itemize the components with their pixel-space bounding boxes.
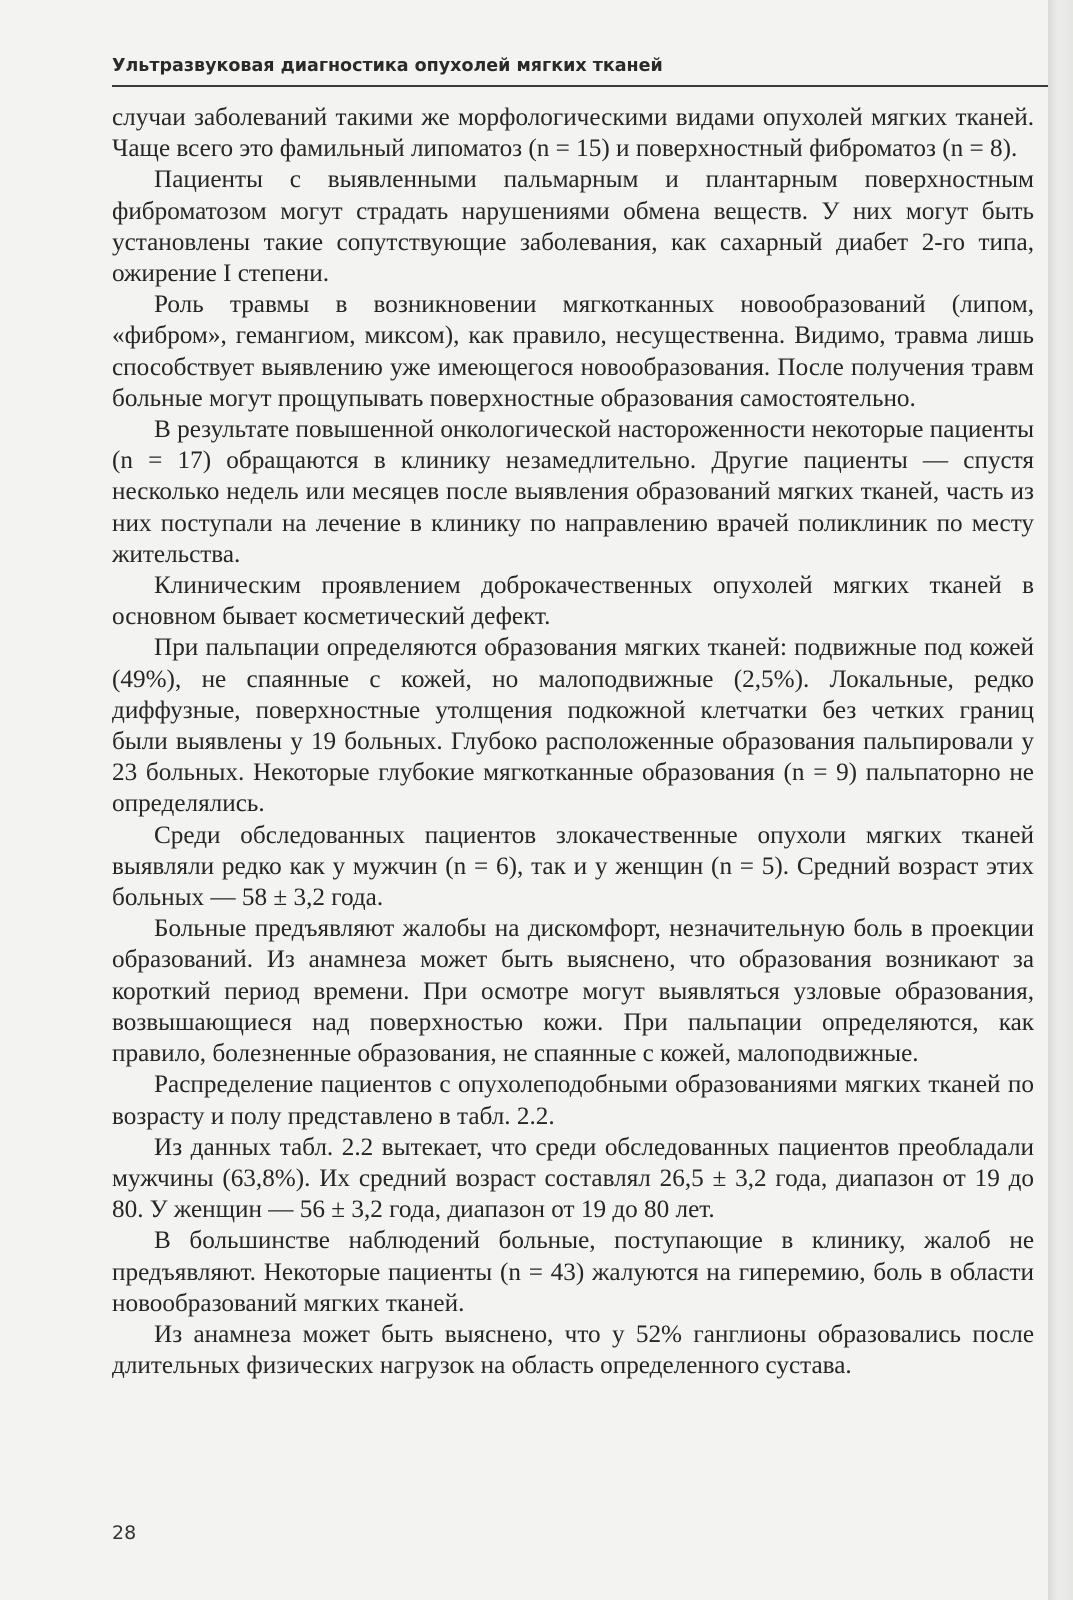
page-edge bbox=[1048, 0, 1073, 1600]
paragraph: Пациенты с выявленными пальмарным и плантарным поверхностным фиброматозом могут страдать нарушениями обмена веществ. У них могут быть установлены такие сопутствующие заболевания, как сахарный диабет 2-го типа, ожирение I степени. bbox=[112, 166, 1034, 288]
paragraph: Клиническим проявлением доброкачественных опухолей мягких тканей в основном бывает косметический дефект. bbox=[112, 572, 1034, 631]
paragraph: Больные предъявляют жалобы на дискомфорт, незначительную боль в проекции образований. Из анамнеза может быть выяснено, что образования возникают за короткий период времени. При осмотре могут выявляться узловые образования, возвышающиеся над поверхностью кожи. При пальпации определяются, как правило, болезненные образования, не спаянные с кожей, малоподвижные. bbox=[112, 915, 1034, 1068]
running-head-title: Ультразвуковая диагностика опухолей мягких тканей bbox=[112, 56, 663, 76]
paragraph: В результате повышенной онкологической настороженности некоторые пациенты (n = 17) обращаются в клинику незамедлительно. Другие пациенты — спустя несколько недель или месяцев после выявления образований мягких тканей, часть из них поступали на лечение в клинику по направлению врачей поликлиник по месту жительства. bbox=[112, 416, 1034, 568]
paragraph: случаи заболеваний такими же морфологическими видами опухолей мягких тканей. Чаще всего это фамильный липоматоз (n = 15) и поверхностный фиброматоз (n = 8). bbox=[112, 104, 1034, 163]
paragraph: Распределение пациентов с опухолеподобными образованиями мягких тканей по возрасту и полу представлено в табл. 2.2. bbox=[112, 1071, 1034, 1130]
paragraph: Среди обследованных пациентов злокачественные опухоли мягких тканей выявляли редко как у мужчин (n = 6), так и у женщин (n = 5). Средний возраст этих больных — 58 ± 3,2 года. bbox=[112, 821, 1034, 912]
page-number: 28 bbox=[112, 1522, 137, 1544]
paragraph: Из данных табл. 2.2 вытекает, что среди обследованных пациентов преобладали мужчины (63,8%). Их средний возраст составлял 26,5 ± 3,2 года, диапазон от 19 до 80. У женщин — 56 ± 3,2 года, диапазон от 19 до 80 лет. bbox=[112, 1133, 1034, 1224]
paragraph: При пальпации определяются образования мягких тканей: подвижные под кожей (49%), не спаянные с кожей, но малоподвижные (2,5%). Локальные, редко диффузные, поверхностные утолщения подкожной клетчатки без четких границ были выявлены у 19 больных. Глубоко расположенные образования пальпировали у 23 больных. Некоторые глубокие мягкотканные образования (n = 9) пальпаторно не определялись. bbox=[112, 634, 1034, 818]
paragraph: В большинстве наблюдений больные, поступающие в клинику, жалоб не предъявляют. Некоторые пациенты (n = 43) жалуются на гиперемию, боль в области новообразований мягких тканей. bbox=[112, 1227, 1034, 1317]
paragraph: Из анамнеза может быть выяснено, что у 52% ганглионы образовались после длительных физических нагрузок на область определенного сустава. bbox=[112, 1320, 1034, 1380]
header-rule bbox=[112, 85, 1048, 87]
body-text bbox=[112, 102, 1034, 1381]
paragraph: Роль травмы в возникновении мягкотканных новообразований (липом, «фибром», гемангиом, миксом), как правило, несущественна. Видимо, травма лишь способствует выявлению уже имеющегося новообразования. После получения травм больные могут прощупывать поверхностные образования самостоятельно. bbox=[112, 291, 1034, 412]
